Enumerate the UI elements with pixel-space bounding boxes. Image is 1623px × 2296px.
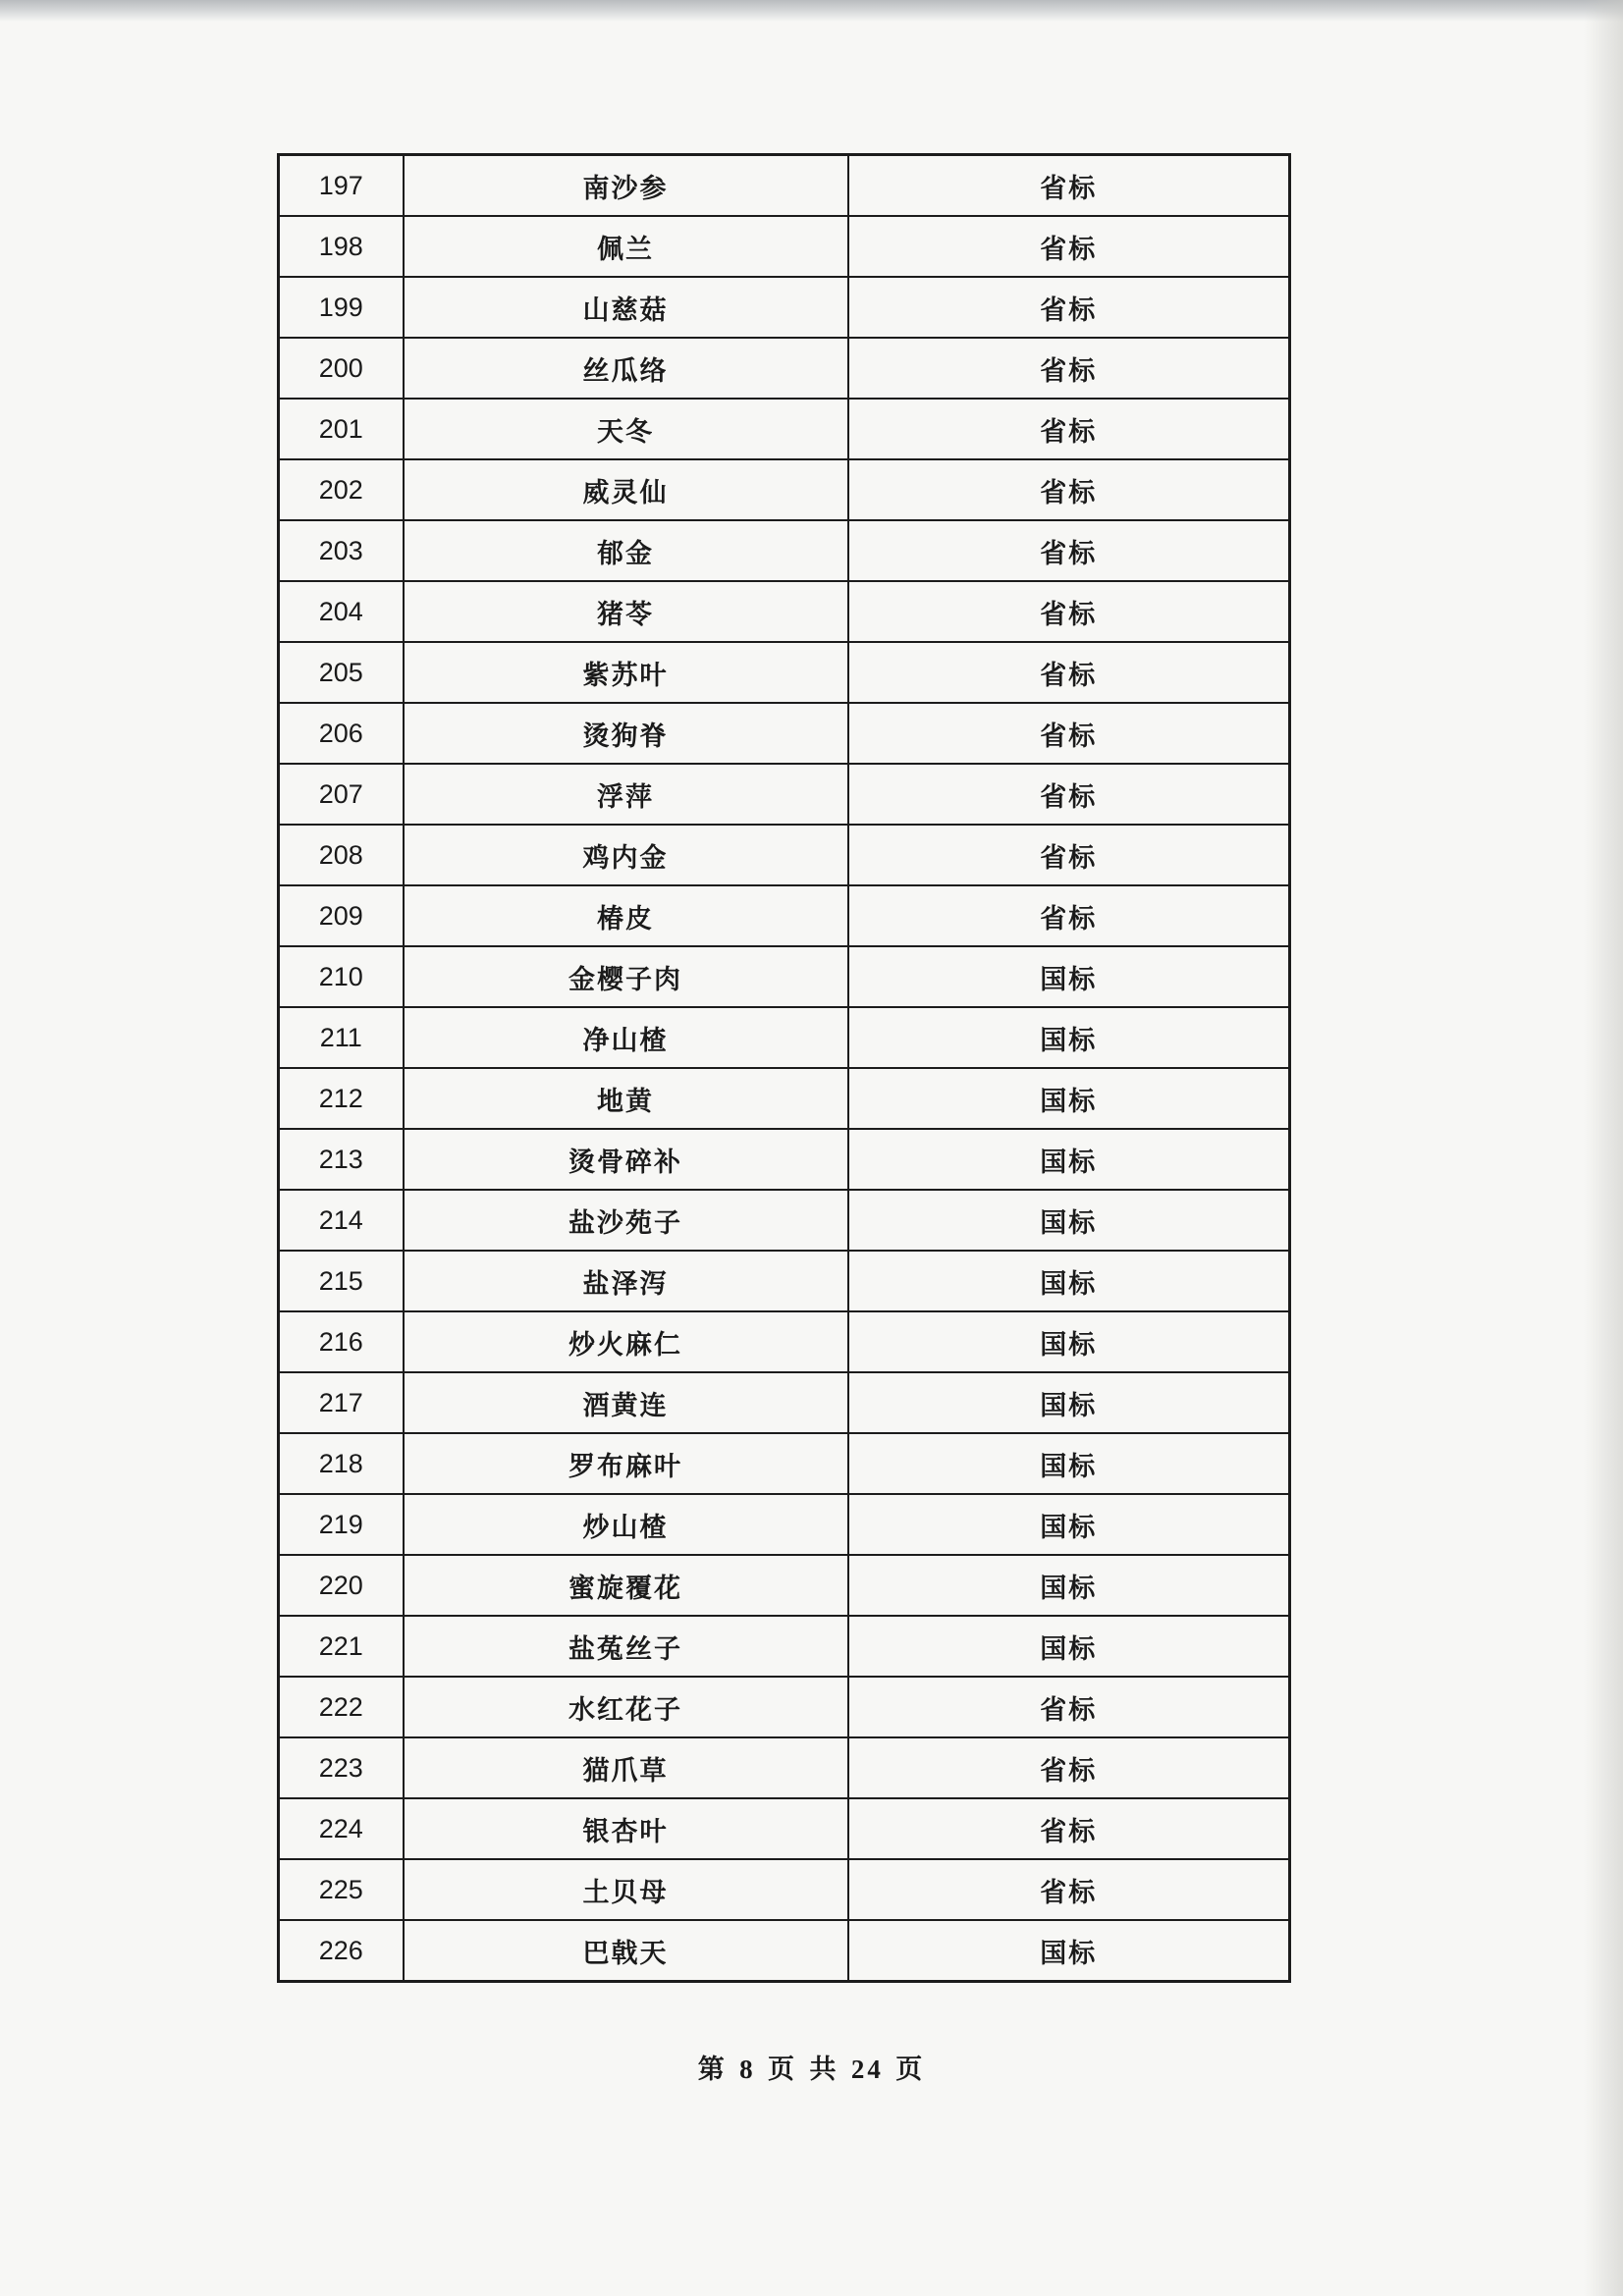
row-number: 204 [279,581,404,642]
row-number: 207 [279,764,404,825]
herb-standard-table [277,153,1291,1983]
herb-name: 盐沙苑子 [404,1190,848,1251]
row-number: 221 [279,1616,404,1677]
row-number: 209 [279,885,404,946]
footer-suffix: 页 [895,2055,926,2085]
standard-type: 国标 [848,1372,1290,1433]
herb-name: 猫爪草 [404,1737,848,1798]
herb-name: 鸡内金 [404,825,848,885]
row-number: 201 [279,399,404,459]
herb-name: 天冬 [404,399,848,459]
row-number: 211 [279,1007,404,1068]
table-row [279,1798,1290,1859]
table-row [279,1920,1290,1982]
herb-name: 南沙参 [404,155,848,217]
footer-middle: 页 共 [768,2055,839,2085]
herb-name: 丝瓜络 [404,338,848,399]
herb-name: 山慈菇 [404,277,848,338]
table-row [279,216,1290,277]
table-row [279,703,1290,764]
table-row [279,1129,1290,1190]
herb-name: 净山楂 [404,1007,848,1068]
herb-name: 银杏叶 [404,1798,848,1859]
standard-type: 国标 [848,1129,1290,1190]
herb-name: 土贝母 [404,1859,848,1920]
table-body [279,155,1290,1982]
standard-type: 省标 [848,216,1290,277]
table-row [279,1677,1290,1737]
row-number: 198 [279,216,404,277]
row-number: 199 [279,277,404,338]
herb-name: 盐泽泻 [404,1251,848,1311]
table-row [279,1190,1290,1251]
standard-type: 省标 [848,1677,1290,1737]
standard-type: 国标 [848,1555,1290,1616]
table-row [279,459,1290,520]
table-row [279,1068,1290,1129]
row-number: 216 [279,1311,404,1372]
table-row [279,1372,1290,1433]
table-row [279,825,1290,885]
table-row [279,1311,1290,1372]
scan-edge-top [0,0,1623,22]
herb-name: 金樱子肉 [404,946,848,1007]
table-row [279,885,1290,946]
herb-name: 炒火麻仁 [404,1311,848,1372]
standard-type: 省标 [848,338,1290,399]
standard-type: 国标 [848,946,1290,1007]
page-footer [0,2048,1623,2086]
row-number: 215 [279,1251,404,1311]
table-row [279,399,1290,459]
row-number: 197 [279,155,404,217]
row-number: 225 [279,1859,404,1920]
standard-type: 省标 [848,399,1290,459]
table-row [279,1616,1290,1677]
standard-type: 国标 [848,1920,1290,1982]
standard-type: 国标 [848,1251,1290,1311]
scan-edge-right [1584,0,1623,2296]
table-row [279,520,1290,581]
row-number: 218 [279,1433,404,1494]
standard-type: 省标 [848,155,1290,217]
row-number: 217 [279,1372,404,1433]
standard-type: 国标 [848,1311,1290,1372]
herb-name: 烫狗脊 [404,703,848,764]
row-number: 203 [279,520,404,581]
table-row [279,1737,1290,1798]
table-row [279,1007,1290,1068]
herb-name: 椿皮 [404,885,848,946]
table-row [279,1494,1290,1555]
table-row [279,1251,1290,1311]
herb-name: 盐菟丝子 [404,1616,848,1677]
standard-type: 省标 [848,825,1290,885]
table-row [279,277,1290,338]
herb-name: 酒黄连 [404,1372,848,1433]
standard-type: 省标 [848,703,1290,764]
herb-name: 炒山楂 [404,1494,848,1555]
row-number: 219 [279,1494,404,1555]
standard-type: 省标 [848,764,1290,825]
table-row [279,764,1290,825]
row-number: 200 [279,338,404,399]
herb-name: 地黄 [404,1068,848,1129]
table-row [279,1555,1290,1616]
table-row [279,155,1290,217]
row-number: 205 [279,642,404,703]
table-row [279,946,1290,1007]
standard-type: 国标 [848,1068,1290,1129]
row-number: 213 [279,1129,404,1190]
footer-prefix: 第 [697,2055,728,2085]
row-number: 208 [279,825,404,885]
row-number: 224 [279,1798,404,1859]
herb-name: 罗布麻叶 [404,1433,848,1494]
row-number: 210 [279,946,404,1007]
standard-type: 国标 [848,1433,1290,1494]
table-row [279,1433,1290,1494]
table-row [279,581,1290,642]
standard-type: 省标 [848,520,1290,581]
herb-name: 烫骨碎补 [404,1129,848,1190]
herb-name: 蜜旋覆花 [404,1555,848,1616]
standard-type: 省标 [848,459,1290,520]
table-row [279,338,1290,399]
standard-type: 省标 [848,277,1290,338]
table-row [279,642,1290,703]
row-number: 212 [279,1068,404,1129]
standard-type: 省标 [848,1737,1290,1798]
row-number: 214 [279,1190,404,1251]
row-number: 220 [279,1555,404,1616]
row-number: 222 [279,1677,404,1737]
row-number: 223 [279,1737,404,1798]
footer-page-total: 24 [850,2055,884,2084]
table-row [279,1859,1290,1920]
standard-type: 省标 [848,581,1290,642]
standard-type: 国标 [848,1007,1290,1068]
row-number: 202 [279,459,404,520]
herb-name: 巴戟天 [404,1920,848,1982]
herb-name: 威灵仙 [404,459,848,520]
herb-name: 猪苓 [404,581,848,642]
footer-page-number: 8 [739,2055,756,2084]
standard-type: 国标 [848,1494,1290,1555]
row-number: 226 [279,1920,404,1982]
standard-type: 国标 [848,1190,1290,1251]
herb-name: 紫苏叶 [404,642,848,703]
herb-name: 浮萍 [404,764,848,825]
herb-name: 水红花子 [404,1677,848,1737]
standard-type: 省标 [848,1859,1290,1920]
standard-type: 国标 [848,1616,1290,1677]
standard-type: 省标 [848,1798,1290,1859]
standard-type: 省标 [848,642,1290,703]
standard-type: 省标 [848,885,1290,946]
row-number: 206 [279,703,404,764]
herb-name: 郁金 [404,520,848,581]
herb-name: 佩兰 [404,216,848,277]
